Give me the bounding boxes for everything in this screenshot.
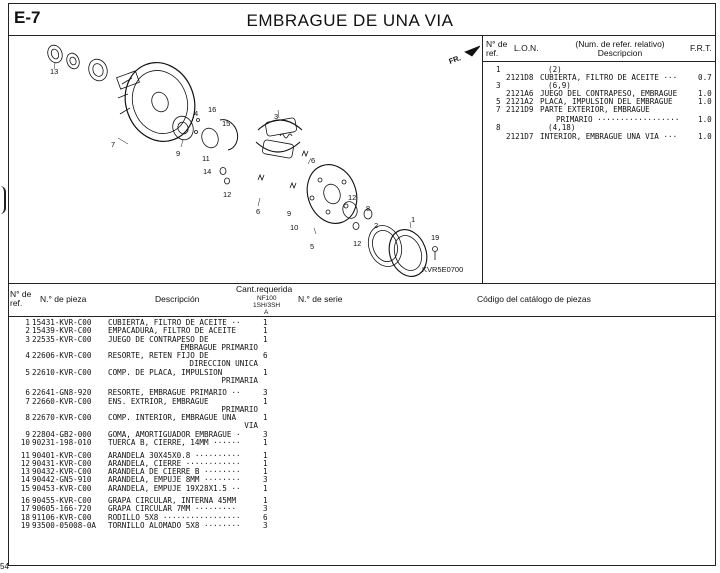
ref-number: 12 (20, 458, 30, 468)
quantity: 1 (263, 334, 268, 344)
parts-header-divider (8, 316, 716, 317)
part-number: 22535-KVR-C00 (32, 334, 92, 344)
part-description: COMP. INTERIOR, EMBRAGUE UNA (108, 413, 237, 423)
callout-2: 2 (374, 221, 379, 230)
callout-4: 4 (194, 109, 199, 118)
part-number: 90453-KVR-C00 (32, 483, 92, 493)
part-number: 15439-KVR-C00 (32, 326, 92, 336)
ref-number: 16 (20, 496, 30, 505)
parts-header-ref: N° de ref. (10, 289, 32, 308)
header-divider (8, 35, 716, 36)
quantity: 1 (263, 413, 268, 423)
part-description: CUBIERTA, FILTRO DE ACEITE ·· (108, 318, 241, 327)
parts-header-partno: N.° de pieza (40, 294, 87, 304)
ref-number: 5 (496, 97, 501, 106)
part-description: GRAPA CIRCULAR, INTERNA 45MM (108, 496, 237, 505)
part-description: ARANDELA 30X45X0.8 ·········· (108, 450, 241, 460)
lon-code: 2121A2 (506, 97, 534, 106)
callout-16: 15 (222, 119, 231, 128)
part-number: 22670-KVR-C00 (32, 413, 92, 423)
part-number: 22660-KVR-C00 (32, 396, 92, 406)
lon-code: 2121D9 (506, 105, 534, 114)
quantity: 1 (263, 438, 268, 448)
part-number: 90455-KVR-C00 (32, 496, 92, 505)
part-description-cont: VIA (244, 421, 258, 431)
part-description: ENS. EXTRIOR, EMBRAGUE (108, 396, 209, 406)
ref-header-divider (482, 61, 716, 62)
diagram-image-code: KVR5E0700 (422, 265, 464, 274)
ref-header-frt: F.R.T. (690, 43, 712, 53)
part-description: ARANDELA DE CIERRE B ········ (108, 467, 241, 477)
page-number: 54 (0, 562, 9, 571)
ref-number: 2 (25, 326, 30, 336)
part-description: JUEGO DE CONTRAPESO DE (108, 334, 209, 344)
part-number: 15431-KVR-C00 (32, 318, 92, 327)
callout-17: 14 (203, 167, 212, 176)
frt-value: 0.7 (698, 73, 712, 82)
ref-header-ref: N° de ref. (486, 39, 508, 58)
part-number: 93500-05008-0A (32, 520, 97, 530)
frt-value: 1.0 (698, 132, 712, 141)
parts-header-qty: Cant.requerida (236, 284, 293, 294)
quantity: 1 (263, 450, 268, 460)
ref-number: 1 (496, 65, 501, 74)
section-code: E-7 (14, 8, 41, 27)
parts-header-model: NF100 (257, 295, 277, 302)
part-description: GRAPA CIRCULAR 7MM ········· (108, 504, 237, 514)
frt-value: 1.0 (698, 89, 712, 98)
quantity: 3 (263, 388, 268, 398)
parts-header-serial: N.° de serie (298, 294, 343, 304)
frt-value: 1.0 (698, 115, 712, 124)
quantity: 1 (263, 326, 268, 336)
callout-labels (50, 53, 463, 274)
lon-code: 2121A6 (506, 89, 534, 98)
callout-12: 12 (348, 193, 357, 202)
part-description: EMPACADURA, FILTRO DE ACEITE (108, 326, 237, 336)
part-description: ARANDELA, EMPUJE 8MM ········ (108, 475, 241, 485)
exploded-diagram (10, 38, 480, 283)
callout-18: 16 (208, 105, 217, 114)
ref-number: 6 (25, 388, 30, 398)
part-number: 90432-KVR-C00 (32, 467, 92, 477)
ref-number: 19 (20, 520, 30, 530)
part-description: RESORTE, RETEN FIJO DE (108, 351, 209, 361)
parts-header-col: A (264, 309, 269, 316)
ref-number: 5 (25, 367, 30, 377)
part-description-cont: DIRECCION UNICA (189, 359, 258, 369)
part-number: 91106-KVR-C00 (32, 512, 92, 522)
callout-6a: 6 (311, 156, 316, 165)
quantity: 1 (263, 318, 268, 327)
ref-description: INTERIOR, EMBRAGUE UNA VIA ··· (540, 132, 678, 141)
ref-description: (6,9) (548, 81, 571, 90)
ref-header-lon: L.O.N. (514, 43, 539, 53)
part-description: ARANDELA, CIERRE ············ (108, 458, 241, 468)
part-number: 90431-KVR-C00 (32, 458, 92, 468)
lon-code: 2121D8 (506, 73, 534, 82)
part-number: 90605-166-720 (32, 504, 92, 514)
quantity: 6 (263, 351, 268, 361)
ref-number: 17 (20, 504, 30, 514)
quantity: 1 (263, 483, 268, 493)
callout-9a: 9 (287, 209, 292, 218)
ref-number: 14 (20, 475, 30, 485)
ref-description: PLACA, IMPULSION DEL EMBRAGUE (540, 97, 673, 106)
ref-description: CUBIERTA, FILTRO DE ACEITE ··· (540, 73, 678, 82)
ref-number: 3 (496, 81, 501, 90)
ref-number: 8 (496, 123, 501, 132)
parts-header-catalog: Código del catálogo de piezas (477, 294, 591, 304)
part-number: 90442-GN5-910 (32, 475, 92, 485)
page-title: EMBRAGUE DE UNA VIA (246, 11, 454, 30)
quantity: 1 (263, 367, 268, 377)
part-description: COMP. DE PLACA, IMPULSION (108, 367, 223, 377)
part-description: TUERCA B, CIERRE, 14MM ······ (108, 438, 241, 448)
part-description: RODILLO 5X8 ················· (108, 512, 241, 522)
callout-14: 12 (223, 190, 232, 199)
ref-description: PRIMARIO ·················· (556, 115, 680, 124)
ref-number: 9 (25, 429, 30, 439)
callout-1: 1 (411, 215, 416, 224)
callout-7: 7 (111, 140, 116, 149)
callout-3: 3 (274, 112, 279, 121)
callout-11: 11 (202, 154, 210, 163)
callout-9b: 10 (290, 223, 299, 232)
part-description-cont: PRIMARIA (221, 375, 258, 385)
ref-number: 7 (496, 105, 501, 114)
ref-number: 11 (20, 450, 30, 460)
diagram-divider (482, 35, 483, 284)
quantity: 1 (263, 496, 268, 505)
callout-6b: 6 (256, 207, 261, 216)
ref-header-desc: (Num. de refer. relativo) Descripcion (575, 39, 665, 58)
callout-15: 13 (50, 67, 59, 76)
quantity: 3 (263, 475, 268, 485)
part-description-cont: EMBRAGUE PRIMARIO (180, 342, 258, 352)
front-direction-label: FR. (447, 53, 463, 66)
frt-value: 1.0 (698, 97, 712, 106)
callout-8: 9 (176, 149, 181, 158)
part-number: 22804-GB2-000 (32, 429, 92, 439)
part-description: GOMA, AMORTIGUADOR EMBRAGUE · (108, 429, 241, 439)
callout-13: 12 (353, 239, 362, 248)
ref-number: 1 (25, 318, 30, 327)
section-divider (8, 283, 716, 284)
parts-header-desc: Descripción (155, 294, 200, 304)
part-description: TORNILLO ALOMADO 5X8 ········ (108, 520, 241, 530)
ref-number: 13 (20, 467, 30, 477)
quantity: 3 (263, 429, 268, 439)
ref-number: 4 (25, 351, 30, 361)
binding-mark (0, 186, 6, 214)
part-description-cont: PRIMARIO (221, 404, 258, 414)
lon-code: 2121D7 (506, 132, 534, 141)
callout-19: 19 (431, 233, 440, 242)
part-number: 22641-GN8-920 (32, 388, 92, 398)
ref-number: 3 (25, 334, 30, 344)
ref-description: (2) (548, 65, 562, 74)
part-number: 22610-KVR-C00 (32, 367, 92, 377)
ref-description: JUEGO DEL CONTRAPESO, EMBRAGUE (540, 89, 678, 98)
ref-description: PARTE EXTERIOR, EMBRAGUE (540, 105, 650, 114)
callout-10: 8 (366, 204, 371, 213)
quantity: 1 (263, 396, 268, 406)
part-number: 90401-KVR-C00 (32, 450, 92, 460)
part-number: 22606-KVR-C00 (32, 351, 92, 361)
part-description: ARANDELA, EMPUJE 19X28X1.5 ·· (108, 483, 241, 493)
parts-header-model-code: 1SH/3SH (253, 302, 281, 309)
quantity: 1 (263, 467, 268, 477)
callout-5: 5 (310, 242, 315, 251)
part-number: 90231-198-010 (32, 438, 92, 448)
part-description: RESORTE, EMBRAGUE PRIMARIO ·· (108, 388, 241, 398)
quantity: 6 (263, 512, 268, 522)
quantity: 3 (263, 520, 268, 530)
ref-number: 7 (25, 396, 30, 406)
ref-number: 8 (25, 413, 30, 423)
ref-number: 15 (20, 483, 30, 493)
quantity: 3 (263, 504, 268, 514)
ref-number: 18 (20, 512, 30, 522)
ref-description: (4,18) (548, 123, 576, 132)
ref-number: 10 (20, 438, 30, 448)
quantity: 1 (263, 458, 268, 468)
